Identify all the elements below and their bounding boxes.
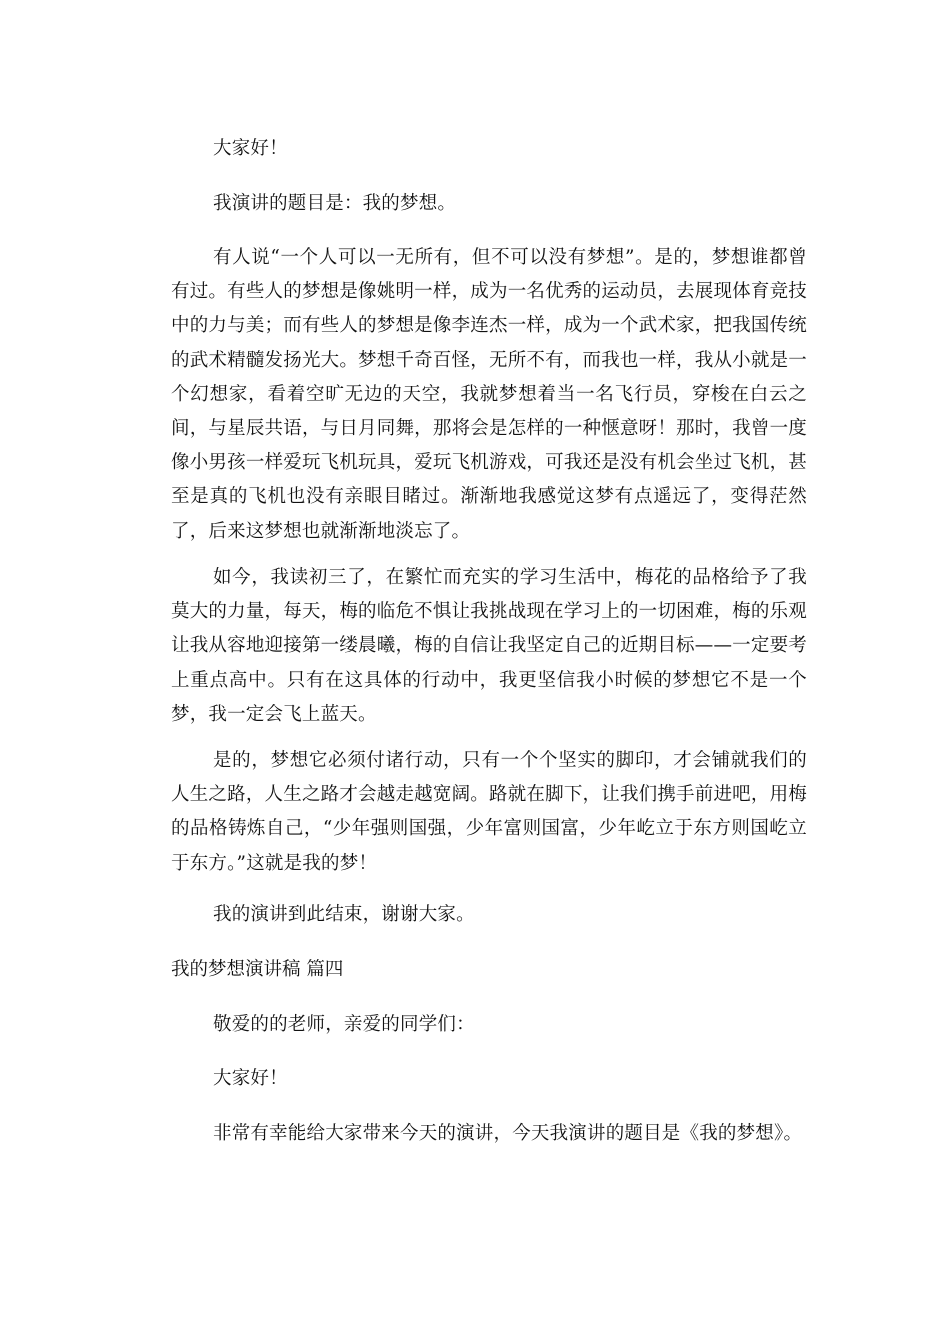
action-paragraph: 是的，梦想它必须付诸行动，只有一个个坚实的脚印，才会铺就我们的人生之路，人生之路才会越走越宽阔。路就在脚下，让我们携手前进吧，用梅的品格铸炼自己，“少年强则国强，少年富则国富，少年屹立于东方则国屹立于东方。”这就是我的梦！ xyxy=(171,750,807,874)
closing-paragraph: 我的演讲到此结束，谢谢大家。 xyxy=(213,904,475,925)
intro-paragraph: 非常有幸能给大家带来今天的演讲，今天我演讲的题目是《我的梦想》。 xyxy=(213,1123,803,1144)
dream-paragraph: 有人说“一个人可以一无所有，但不可以没有梦想”。是的，梦想谁都曾有过。有些人的梦想是像姚明一样，成为一名优秀的运动员，去展现体育竞技中的力与美；而有些人的梦想是像李连杰一样，成为一个武术家，把我国传统的武术精髓发扬光大。梦想千奇百怪，无所不有，而我也一样，我从小就是一个幻想家，看着空旷无边的天空，我就梦想着当一名飞行员，穿梭在白云之间，与星辰共语，与日月同舞，那将会是怎样的一种惬意呀！那时，我曾一度像小男孩一样爱玩飞机玩具，爱玩飞机游戏，可我还是没有机会坐过飞机，甚至是真的飞机也没有亲眼目睹过。渐渐地我感觉这梦有点遥远了，变得茫然了，后来这梦想也就渐渐地淡忘了。 xyxy=(171,247,807,542)
topic-paragraph: 我演讲的题目是：我的梦想。 xyxy=(213,193,457,214)
section-heading: 我的梦想演讲稿 篇四 xyxy=(171,959,344,980)
present-paragraph: 如今，我读初三了，在繁忙而充实的学习生活中，梅花的品格给予了我莫大的力量，每天，梅的临危不惧让我挑战现在学习上的一切困难，梅的乐观让我从容地迎接第一缕晨曦，梅的自信让我坚定自己的近期目标——一定要考上重点高中。只有在这具体的行动中，我更坚信我小时候的梦想它不是一个梦，我一定会飞上蓝天。 xyxy=(171,567,807,725)
salutation-paragraph: 敬爱的的老师，亲爱的同学们： xyxy=(213,1014,475,1035)
greeting-paragraph: 大家好！ xyxy=(213,138,288,159)
section-greeting-paragraph: 大家好！ xyxy=(213,1068,288,1089)
